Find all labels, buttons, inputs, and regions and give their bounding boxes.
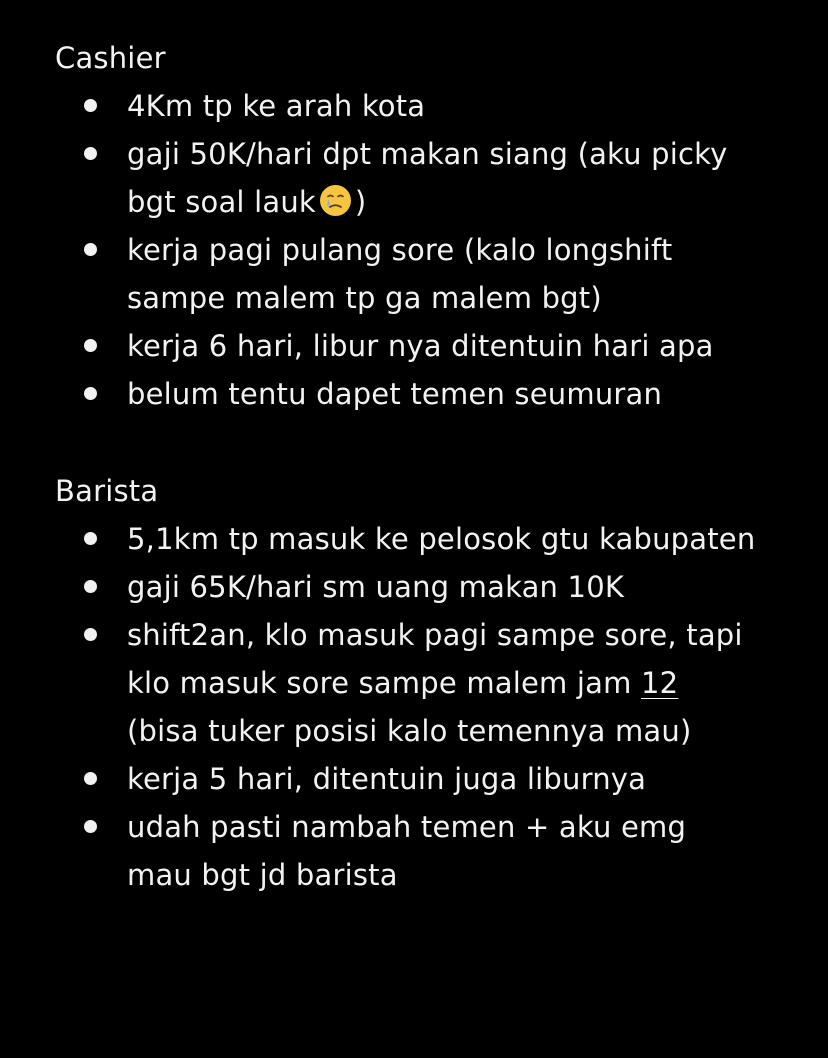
list-item-text: 4Km tp ke arah kota: [127, 89, 426, 123]
bullet-icon: [84, 628, 97, 641]
section-title-cashier: Cashier: [55, 41, 166, 75]
list-item-text: kerja 5 hari, ditentuin juga liburnya: [127, 762, 647, 796]
list-item-text: udah pasti nambah temen + aku emg: [127, 810, 687, 844]
bullet-icon: [84, 147, 97, 160]
list-item-text: belum tentu dapet temen seumuran: [127, 377, 663, 411]
section-spacer: [55, 418, 788, 467]
sad-but-relieved-face-icon: [319, 184, 352, 217]
bullet-icon: [84, 820, 97, 833]
bullet-icon: [84, 772, 97, 785]
bullet-icon: [84, 99, 97, 112]
list-item: [55, 130, 788, 226]
bullet-icon: [84, 532, 97, 545]
underlined-number: 12: [641, 666, 679, 700]
list-item-text-part: klo masuk sore sampe malem jam: [127, 666, 642, 700]
list-item-text: kerja pagi pulang sore (kalo longshift: [127, 233, 673, 267]
bullet-icon: [84, 243, 97, 256]
list-item-text-continued: [127, 659, 788, 707]
list-item: [55, 370, 788, 418]
list-item: [55, 803, 788, 899]
cashier-list: [55, 82, 788, 418]
list-item-text-part: bgt soal lauk: [127, 185, 316, 219]
section-title-barista: Barista: [55, 474, 159, 508]
list-item: [55, 515, 788, 563]
list-item-text-continued: (bisa tuker posisi kalo temennya mau): [127, 714, 692, 748]
bullet-icon: [84, 339, 97, 352]
list-item: [55, 755, 788, 803]
list-item: [55, 226, 788, 322]
bullet-icon: [84, 580, 97, 593]
barista-list: [55, 515, 788, 899]
list-item-text: gaji 65K/hari sm uang makan 10K: [127, 570, 625, 604]
list-item-text: gaji 50K/hari dpt makan siang (aku picky: [127, 137, 728, 171]
list-item-text: shift2an, klo masuk pagi sampe sore, tapi: [127, 618, 743, 652]
list-item: [55, 82, 788, 130]
list-item-text: 5,1km tp masuk ke pelosok gtu kabupaten: [127, 522, 756, 556]
bullet-icon: [84, 387, 97, 400]
list-item-text-part: ): [354, 185, 367, 219]
list-item-text-continued: mau bgt jd barista: [127, 858, 398, 892]
list-item: [55, 322, 788, 370]
list-item: [55, 563, 788, 611]
list-item-text-continued: sampe malem tp ga malem bgt): [127, 281, 602, 315]
list-item-text: kerja 6 hari, libur nya ditentuin hari apa: [127, 329, 714, 363]
list-item: [55, 611, 788, 755]
list-item-text-continued: [127, 178, 788, 226]
